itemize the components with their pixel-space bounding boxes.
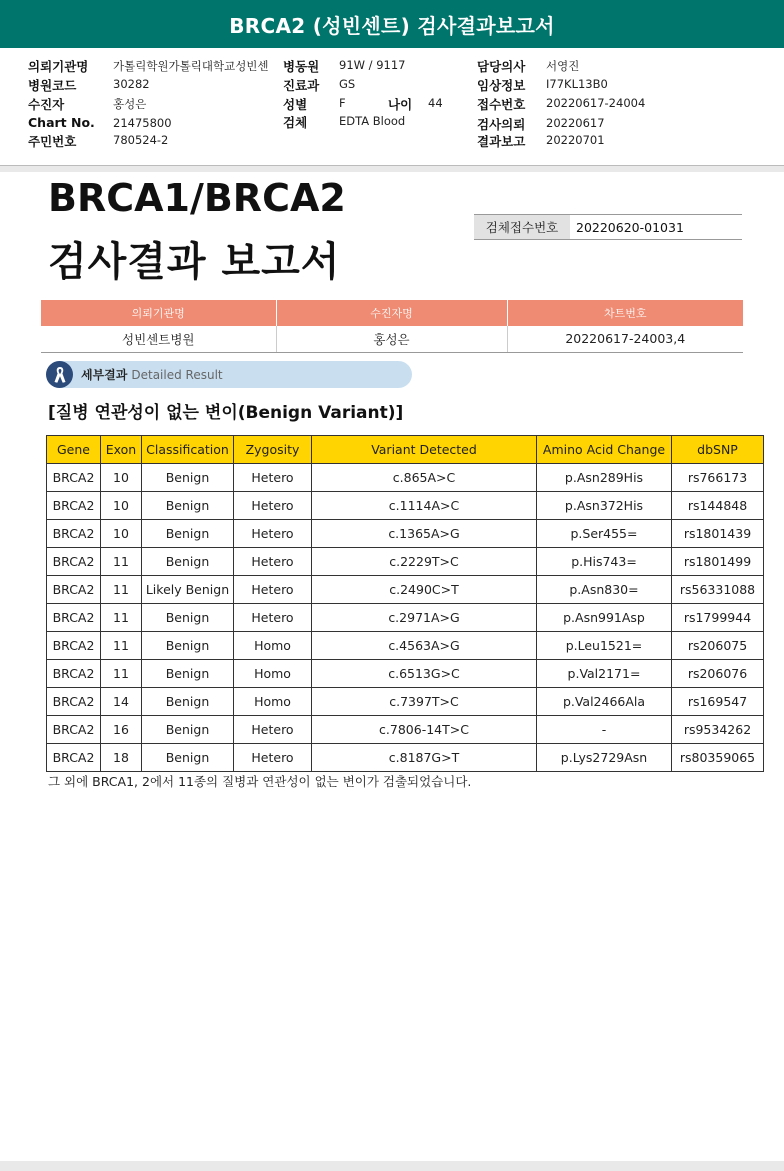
meta-value: 20220617	[546, 116, 605, 130]
variant-header-cell: Classification	[142, 436, 234, 464]
summary-header-cell: 수진자명	[276, 300, 507, 326]
meta-label: 진료과	[283, 78, 320, 93]
meta-label: 결과보고	[477, 134, 526, 149]
meta-value: 20220701	[546, 133, 605, 147]
section-divider	[0, 166, 784, 172]
receipt-value: 20220620-01031	[576, 219, 684, 235]
table-cell: BRCA2	[47, 688, 101, 716]
variant-table-body	[47, 464, 764, 772]
table-cell: c.6513G>C	[312, 660, 537, 688]
meta-label: Chart No.	[28, 115, 95, 130]
variant-header-cell: dbSNP	[672, 436, 764, 464]
table-row	[47, 464, 764, 492]
table-cell: Benign	[142, 548, 234, 576]
meta-value: 44	[428, 96, 443, 110]
table-cell: Hetero	[234, 520, 312, 548]
table-cell: BRCA2	[47, 548, 101, 576]
detailed-result-label-en: Detailed Result	[131, 367, 223, 382]
table-cell: rs206076	[672, 660, 764, 688]
table-cell: 16	[101, 716, 142, 744]
meta-label: 의뢰기관명	[28, 59, 89, 74]
meta-label: 성별	[283, 97, 308, 112]
meta-value: I77KL13B0	[546, 77, 608, 91]
table-cell: Benign	[142, 660, 234, 688]
meta-label: 병원코드	[28, 78, 77, 93]
meta-value: GS	[339, 77, 356, 91]
table-row	[47, 604, 764, 632]
meta-label: 수진자	[28, 97, 65, 112]
table-row	[47, 660, 764, 688]
table-cell: p.Leu1521=	[537, 632, 672, 660]
table-cell: Hetero	[234, 464, 312, 492]
meta-value: F	[339, 96, 346, 110]
table-cell: rs206075	[672, 632, 764, 660]
table-cell: rs1801499	[672, 548, 764, 576]
table-cell: rs169547	[672, 688, 764, 716]
summary-value-cell: 20220617-24003,4	[507, 326, 743, 352]
receipt-number-box	[474, 214, 742, 240]
table-cell: -	[537, 716, 672, 744]
table-cell: Hetero	[234, 576, 312, 604]
meta-value: 20220617-24004	[546, 96, 646, 110]
table-cell: c.2971A>G	[312, 604, 537, 632]
table-cell: 11	[101, 660, 142, 688]
meta-label: 병동원	[283, 59, 320, 74]
table-cell: p.His743=	[537, 548, 672, 576]
table-cell: 11	[101, 632, 142, 660]
table-cell: c.2490C>T	[312, 576, 537, 604]
table-cell: 18	[101, 744, 142, 772]
summary-header-row	[41, 300, 743, 326]
variant-header-cell: Variant Detected	[312, 436, 537, 464]
table-cell: c.7397T>C	[312, 688, 537, 716]
table-cell: BRCA2	[47, 464, 101, 492]
table-cell: p.Ser455=	[537, 520, 672, 548]
page-bottom-strip	[0, 1161, 784, 1171]
table-cell: c.1114A>C	[312, 492, 537, 520]
table-cell: Benign	[142, 520, 234, 548]
table-row	[47, 576, 764, 604]
meta-value: 91W / 9117	[339, 58, 406, 72]
table-cell: c.4563A>G	[312, 632, 537, 660]
detailed-result-pill	[46, 361, 412, 388]
table-cell: p.Asn991Asp	[537, 604, 672, 632]
table-cell: Benign	[142, 716, 234, 744]
table-cell: Benign	[142, 632, 234, 660]
meta-value: 홍성은	[113, 97, 147, 111]
table-cell: Likely Benign	[142, 576, 234, 604]
table-cell: rs144848	[672, 492, 764, 520]
table-cell: Hetero	[234, 744, 312, 772]
meta-value: 30282	[113, 77, 150, 91]
table-cell: 10	[101, 464, 142, 492]
table-row	[47, 632, 764, 660]
table-cell: Homo	[234, 660, 312, 688]
table-cell: Benign	[142, 744, 234, 772]
ribbon-icon	[46, 361, 73, 388]
table-row	[47, 492, 764, 520]
table-cell: rs1799944	[672, 604, 764, 632]
meta-label: 임상정보	[477, 78, 526, 93]
table-cell: 11	[101, 548, 142, 576]
table-cell: p.Lys2729Asn	[537, 744, 672, 772]
summary-value-cell: 성빈센트병원	[41, 326, 276, 352]
table-row	[47, 744, 764, 772]
meta-value: 21475800	[113, 116, 172, 130]
receipt-label: 검체접수번호	[474, 215, 570, 239]
table-cell: BRCA2	[47, 520, 101, 548]
table-cell: c.8187G>T	[312, 744, 537, 772]
table-cell: BRCA2	[47, 744, 101, 772]
variant-footnote: 그 외에 BRCA1, 2에서 11종의 질병과 연관성이 없는 변이가 검출되었습니다.	[48, 774, 472, 789]
summary-value-cell: 홍성은	[276, 326, 507, 352]
benign-variant-heading: [질병 연관성이 없는 변이(Benign Variant)]	[48, 403, 404, 423]
table-cell: 14	[101, 688, 142, 716]
table-cell: p.Asn289His	[537, 464, 672, 492]
variant-header-row	[47, 436, 764, 464]
table-row	[47, 716, 764, 744]
table-cell: Benign	[142, 688, 234, 716]
meta-value: 780524-2	[113, 133, 169, 147]
summary-value-row	[41, 326, 743, 352]
table-row	[47, 520, 764, 548]
detailed-result-label-ko: 세부결과	[81, 368, 128, 382]
table-cell: rs766173	[672, 464, 764, 492]
meta-value: 가톨릭학원가톨릭대학교성빈센	[113, 59, 269, 73]
table-cell: rs9534262	[672, 716, 764, 744]
report-title-line2: 검사결과 보고서	[48, 239, 341, 285]
table-cell: BRCA2	[47, 660, 101, 688]
table-row	[47, 688, 764, 716]
table-cell: 11	[101, 576, 142, 604]
table-cell: Hetero	[234, 548, 312, 576]
table-cell: c.2229T>C	[312, 548, 537, 576]
report-header-title: BRCA2 (성빈센트) 검사결과보고서	[229, 13, 555, 38]
table-cell: p.Val2171=	[537, 660, 672, 688]
summary-header-cell: 차트번호	[507, 300, 743, 326]
table-cell: Hetero	[234, 492, 312, 520]
meta-value: EDTA Blood	[339, 114, 406, 128]
table-cell: 11	[101, 604, 142, 632]
table-cell: Benign	[142, 604, 234, 632]
report-title-line1: BRCA1/BRCA2	[48, 176, 346, 220]
table-cell: Benign	[142, 464, 234, 492]
summary-table	[41, 300, 743, 353]
table-cell: Homo	[234, 632, 312, 660]
table-cell: BRCA2	[47, 604, 101, 632]
table-cell: p.Val2466Ala	[537, 688, 672, 716]
table-cell: BRCA2	[47, 632, 101, 660]
variant-header-cell: Gene	[47, 436, 101, 464]
table-cell: c.7806-14T>C	[312, 716, 537, 744]
meta-label: 주민번호	[28, 134, 77, 149]
table-cell: p.Asn372His	[537, 492, 672, 520]
table-cell: 10	[101, 492, 142, 520]
table-cell: BRCA2	[47, 492, 101, 520]
table-cell: BRCA2	[47, 716, 101, 744]
table-cell: rs80359065	[672, 744, 764, 772]
variant-header-cell: Zygosity	[234, 436, 312, 464]
variant-table	[46, 435, 764, 772]
report-header-bar	[0, 0, 784, 48]
table-cell: Homo	[234, 688, 312, 716]
patient-info-panel	[0, 48, 784, 166]
meta-label: 담당의사	[477, 59, 526, 74]
table-cell: Benign	[142, 492, 234, 520]
table-cell: c.865A>C	[312, 464, 537, 492]
table-cell: Hetero	[234, 604, 312, 632]
table-cell: rs56331088	[672, 576, 764, 604]
meta-label: 접수번호	[477, 97, 526, 112]
meta-label: 검사의뢰	[477, 117, 526, 132]
table-cell: Hetero	[234, 716, 312, 744]
table-cell: p.Asn830=	[537, 576, 672, 604]
table-cell: 10	[101, 520, 142, 548]
meta-value: 서영진	[546, 59, 580, 73]
meta-label: 나이	[388, 97, 413, 112]
table-cell: c.1365A>G	[312, 520, 537, 548]
table-cell: BRCA2	[47, 576, 101, 604]
variant-header-cell: Amino Acid Change	[537, 436, 672, 464]
table-row	[47, 548, 764, 576]
variant-header-cell: Exon	[101, 436, 142, 464]
table-cell: rs1801439	[672, 520, 764, 548]
summary-header-cell: 의뢰기관명	[41, 300, 276, 326]
meta-label: 검체	[283, 115, 308, 130]
